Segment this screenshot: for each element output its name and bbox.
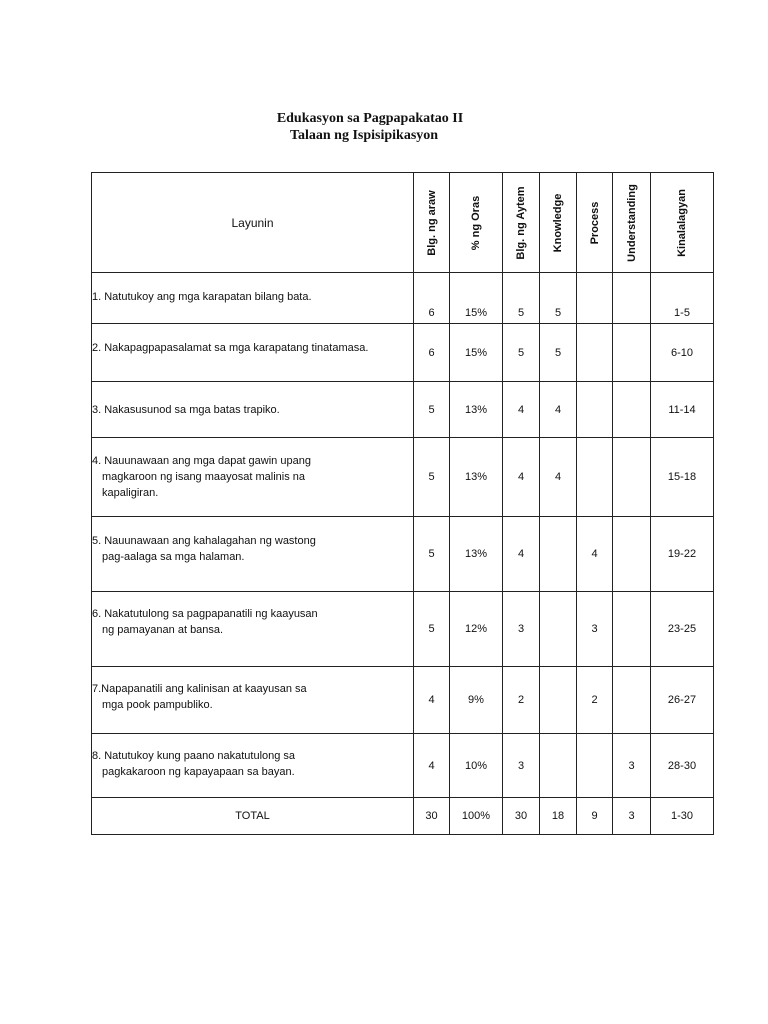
objective-cell: 4. Nauunawaan ang mga dapat gawin upang magkaroon ng isang maayosat malinis na kapaligiran. — [92, 438, 414, 517]
process-cell — [577, 273, 613, 324]
understanding-cell — [613, 324, 651, 382]
header-process: Process — [577, 173, 613, 273]
aytem-cell: 5 — [503, 324, 540, 382]
kinalalagyan-cell: 26-27 — [651, 667, 714, 734]
total-kinalalagyan: 1-30 — [651, 798, 714, 835]
aytem-cell: 4 — [503, 517, 540, 592]
table-row — [92, 592, 714, 667]
objective-cell: 3. Nakasusunod sa mga batas trapiko. — [92, 382, 414, 438]
objective-cell: 8. Natutukoy kung paano nakatutulong sa pagkakaroon ng kapayapaan sa bayan. — [92, 734, 414, 798]
header-layunin: Layunin — [92, 173, 414, 273]
aytem-cell: 4 — [503, 382, 540, 438]
process-cell — [577, 382, 613, 438]
oras-cell: 15% — [450, 324, 503, 382]
header-understanding: Understanding — [613, 173, 651, 273]
total-row — [92, 798, 714, 835]
table-header-row — [92, 173, 714, 273]
aytem-cell: 5 — [503, 273, 540, 324]
kinalalagyan-cell: 23-25 — [651, 592, 714, 667]
araw-cell: 5 — [414, 517, 450, 592]
total-process: 9 — [577, 798, 613, 835]
total-label: TOTAL — [92, 798, 414, 835]
knowledge-cell — [540, 734, 577, 798]
aytem-cell: 3 — [503, 734, 540, 798]
table-row — [92, 382, 714, 438]
process-cell — [577, 324, 613, 382]
kinalalagyan-cell: 1-5 — [651, 273, 714, 324]
specification-table — [91, 172, 714, 835]
table-row — [92, 273, 714, 324]
objective-cell: 1. Natutukoy ang mga karapatan bilang bata. — [92, 273, 414, 324]
total-oras: 100% — [450, 798, 503, 835]
total-knowledge: 18 — [540, 798, 577, 835]
total-understanding: 3 — [613, 798, 651, 835]
objective-cell: 2. Nakapagpapasalamat sa mga karapatang tinatamasa. — [92, 324, 414, 382]
process-cell: 4 — [577, 517, 613, 592]
understanding-cell — [613, 438, 651, 517]
table-row — [92, 324, 714, 382]
araw-cell: 5 — [414, 382, 450, 438]
aytem-cell: 3 — [503, 592, 540, 667]
header-blg-aytem: Blg. ng Aytem — [503, 173, 540, 273]
araw-cell: 4 — [414, 734, 450, 798]
knowledge-cell: 5 — [540, 273, 577, 324]
table-row — [92, 667, 714, 734]
header-blg-araw: Blg. ng araw — [414, 173, 450, 273]
araw-cell: 6 — [414, 324, 450, 382]
table-row — [92, 734, 714, 798]
table-row — [92, 517, 714, 592]
understanding-cell — [613, 273, 651, 324]
total-aytem: 30 — [503, 798, 540, 835]
process-cell: 3 — [577, 592, 613, 667]
header-knowledge: Knowledge — [540, 173, 577, 273]
oras-cell: 10% — [450, 734, 503, 798]
objective-cell: 5. Nauunawaan ang kahalagahan ng wastong pag-aalaga sa mga halaman. — [92, 517, 414, 592]
header-kinalalagyan: Kinalalagyan — [651, 173, 714, 273]
aytem-cell: 2 — [503, 667, 540, 734]
oras-cell: 15% — [450, 273, 503, 324]
oras-cell: 13% — [450, 517, 503, 592]
knowledge-cell: 5 — [540, 324, 577, 382]
araw-cell: 4 — [414, 667, 450, 734]
araw-cell: 5 — [414, 592, 450, 667]
knowledge-cell — [540, 592, 577, 667]
knowledge-cell: 4 — [540, 438, 577, 517]
understanding-cell — [613, 592, 651, 667]
process-cell — [577, 438, 613, 517]
document-title: Edukasyon sa Pagpapakatao II — [276, 111, 464, 126]
total-araw: 30 — [414, 798, 450, 835]
understanding-cell — [613, 667, 651, 734]
objective-cell: 6. Nakatutulong sa pagpapanatili ng kaayusan ng pamayanan at bansa. — [92, 592, 414, 667]
process-cell — [577, 734, 613, 798]
document-title-block — [0, 110, 768, 144]
header-pct-oras: % ng Oras — [450, 173, 503, 273]
kinalalagyan-cell: 6-10 — [651, 324, 714, 382]
understanding-cell — [613, 517, 651, 592]
knowledge-cell — [540, 517, 577, 592]
understanding-cell: 3 — [613, 734, 651, 798]
oras-cell: 13% — [450, 382, 503, 438]
oras-cell: 9% — [450, 667, 503, 734]
understanding-cell — [613, 382, 651, 438]
kinalalagyan-cell: 15-18 — [651, 438, 714, 517]
araw-cell: 6 — [414, 273, 450, 324]
aytem-cell: 4 — [503, 438, 540, 517]
knowledge-cell — [540, 667, 577, 734]
kinalalagyan-cell: 28-30 — [651, 734, 714, 798]
objective-cell: 7.Napapanatili ang kalinisan at kaayusan sa mga pook pampubliko. — [92, 667, 414, 734]
document-subtitle: Talaan ng Ispisipikasyon — [289, 128, 439, 143]
oras-cell: 12% — [450, 592, 503, 667]
kinalalagyan-cell: 11-14 — [651, 382, 714, 438]
oras-cell: 13% — [450, 438, 503, 517]
knowledge-cell: 4 — [540, 382, 577, 438]
kinalalagyan-cell: 19-22 — [651, 517, 714, 592]
process-cell: 2 — [577, 667, 613, 734]
araw-cell: 5 — [414, 438, 450, 517]
table-row — [92, 438, 714, 517]
